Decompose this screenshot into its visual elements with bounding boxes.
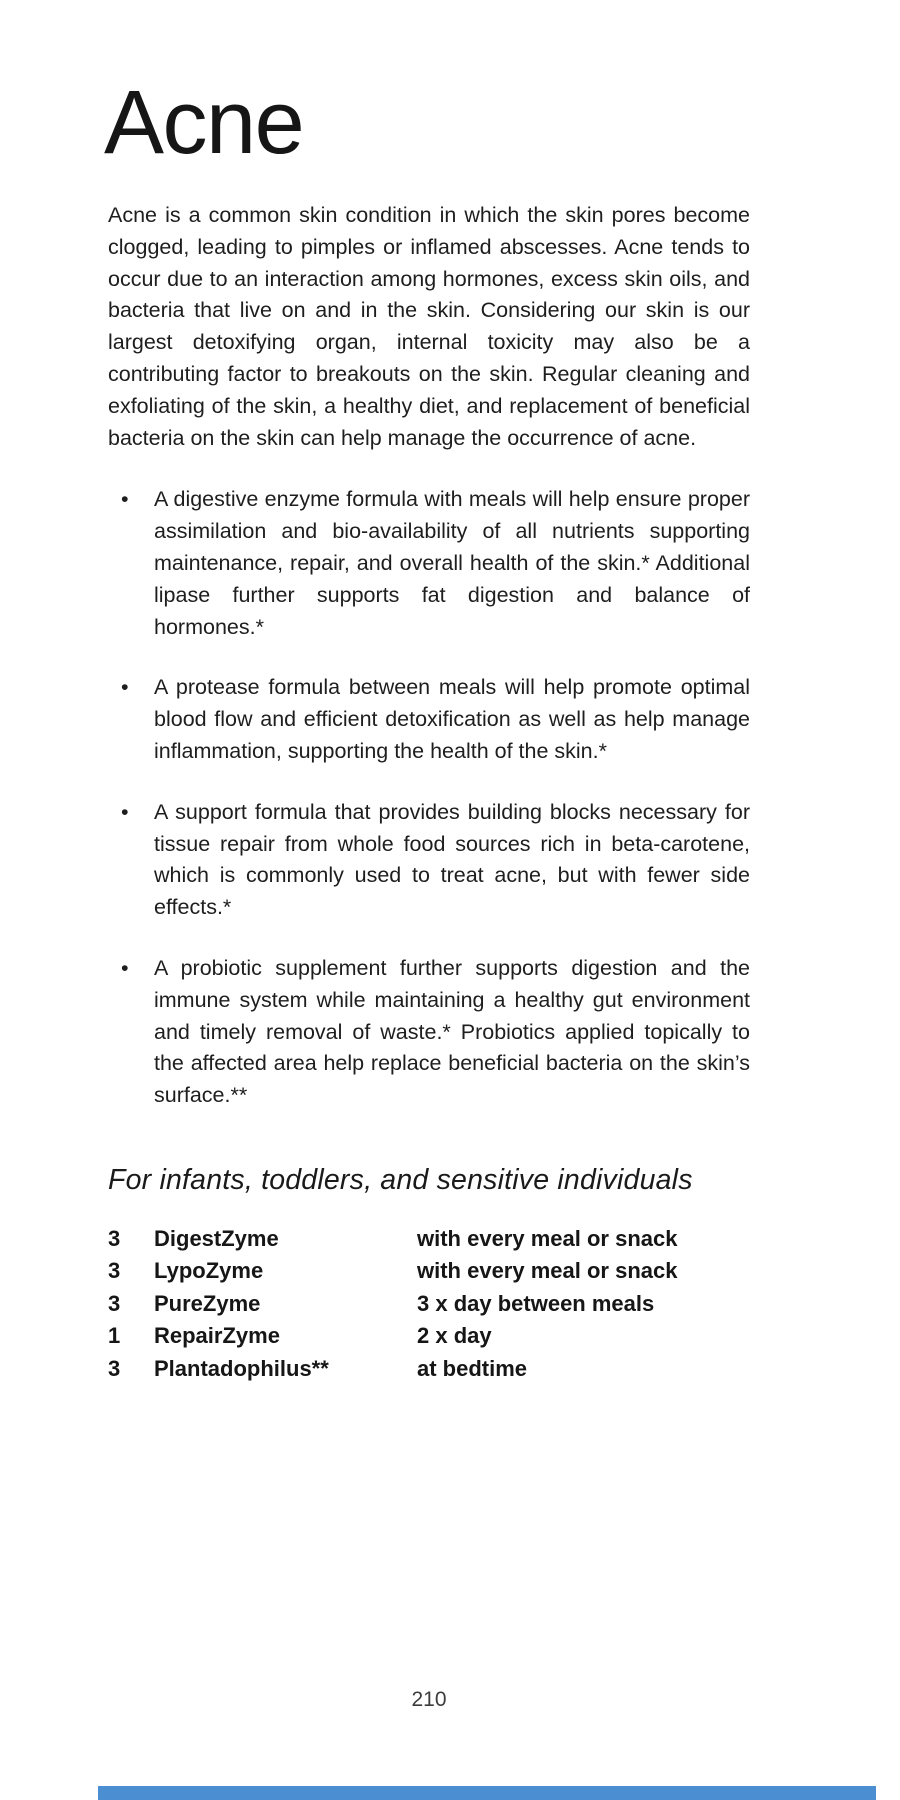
list-item	[108, 953, 750, 1112]
bullet-text: A probiotic supplement further supports digestion and the immune system while maintaining a healthy gut environment and timely removal of waste.* Probiotics applied topically to the affected area help replace beneficial bacteria on the skin’s surface.**	[154, 955, 750, 1108]
dose-qty: 3	[108, 1290, 121, 1316]
bullet-marker: •	[121, 799, 129, 824]
dosage-table	[108, 1223, 750, 1386]
dose-qty: 1	[108, 1323, 121, 1349]
dose-instructions: with every meal or snack	[417, 1225, 678, 1251]
bullet-marker: •	[121, 487, 129, 512]
dose-qty: 3	[108, 1225, 121, 1251]
dose-qty: 3	[108, 1355, 121, 1381]
dose-product: RepairZyme	[154, 1323, 280, 1349]
list-item	[108, 672, 750, 767]
section-heading: For infants, toddlers, and sensitive individuals	[108, 1163, 693, 1196]
bullet-marker: •	[121, 675, 129, 700]
dose-instructions: 3 x day between meals	[417, 1290, 655, 1316]
dose-qty: 3	[108, 1258, 121, 1284]
content-column	[104, 73, 750, 1385]
page-number: 210	[411, 1688, 447, 1711]
footer-bar	[98, 1786, 876, 1800]
intro-paragraph: Acne is a common skin condition in which the skin pores become clogged, leading to pimples or inflamed abscesses. Acne tends to occur due to an interaction among hormones, excess skin oils, and bacteria that live on and in the skin. Considering our skin is our largest detoxifying organ, internal toxicity may also be a contributing factor to breakouts on the skin. Regular cleaning and exfoliating of the skin, a healthy diet, and replacement of beneficial bacteria on the skin can help manage the occurrence of acne.	[108, 203, 750, 450]
list-item	[108, 797, 750, 924]
bullet-text: A protease formula between meals will help promote optimal blood flow and efficient detoxification as well as help manage inflammation, supporting the health of the skin.*	[154, 675, 750, 763]
dose-instructions: at bedtime	[417, 1355, 528, 1381]
bullet-text: A support formula that provides building blocks necessary for tissue repair from whole food sources rich in beta-carotene, which is commonly used to treat acne, but with fewer side effects.*	[154, 799, 750, 920]
dose-instructions: 2 x day	[417, 1323, 492, 1349]
list-item	[108, 484, 750, 643]
dose-product: Plantadophilus**	[154, 1355, 329, 1381]
table-row	[108, 1288, 750, 1321]
dose-product: DigestZyme	[154, 1225, 279, 1251]
page-title: Acne	[104, 73, 304, 173]
bullet-marker: •	[121, 955, 129, 980]
dose-product: PureZyme	[154, 1290, 261, 1316]
bullet-text: A digestive enzyme formula with meals will help ensure proper assimilation and bio-availability of all nutrients supporting maintenance, repair, and overall health of the skin.* Additional lipase further supports fat digestion and balance of hormones.*	[154, 487, 750, 639]
table-row	[108, 1255, 750, 1288]
bullet-list	[108, 484, 750, 1112]
table-row	[108, 1353, 750, 1386]
table-row	[108, 1223, 750, 1256]
dose-instructions: with every meal or snack	[417, 1258, 678, 1284]
dose-product: LypoZyme	[154, 1258, 264, 1284]
table-row	[108, 1320, 750, 1353]
